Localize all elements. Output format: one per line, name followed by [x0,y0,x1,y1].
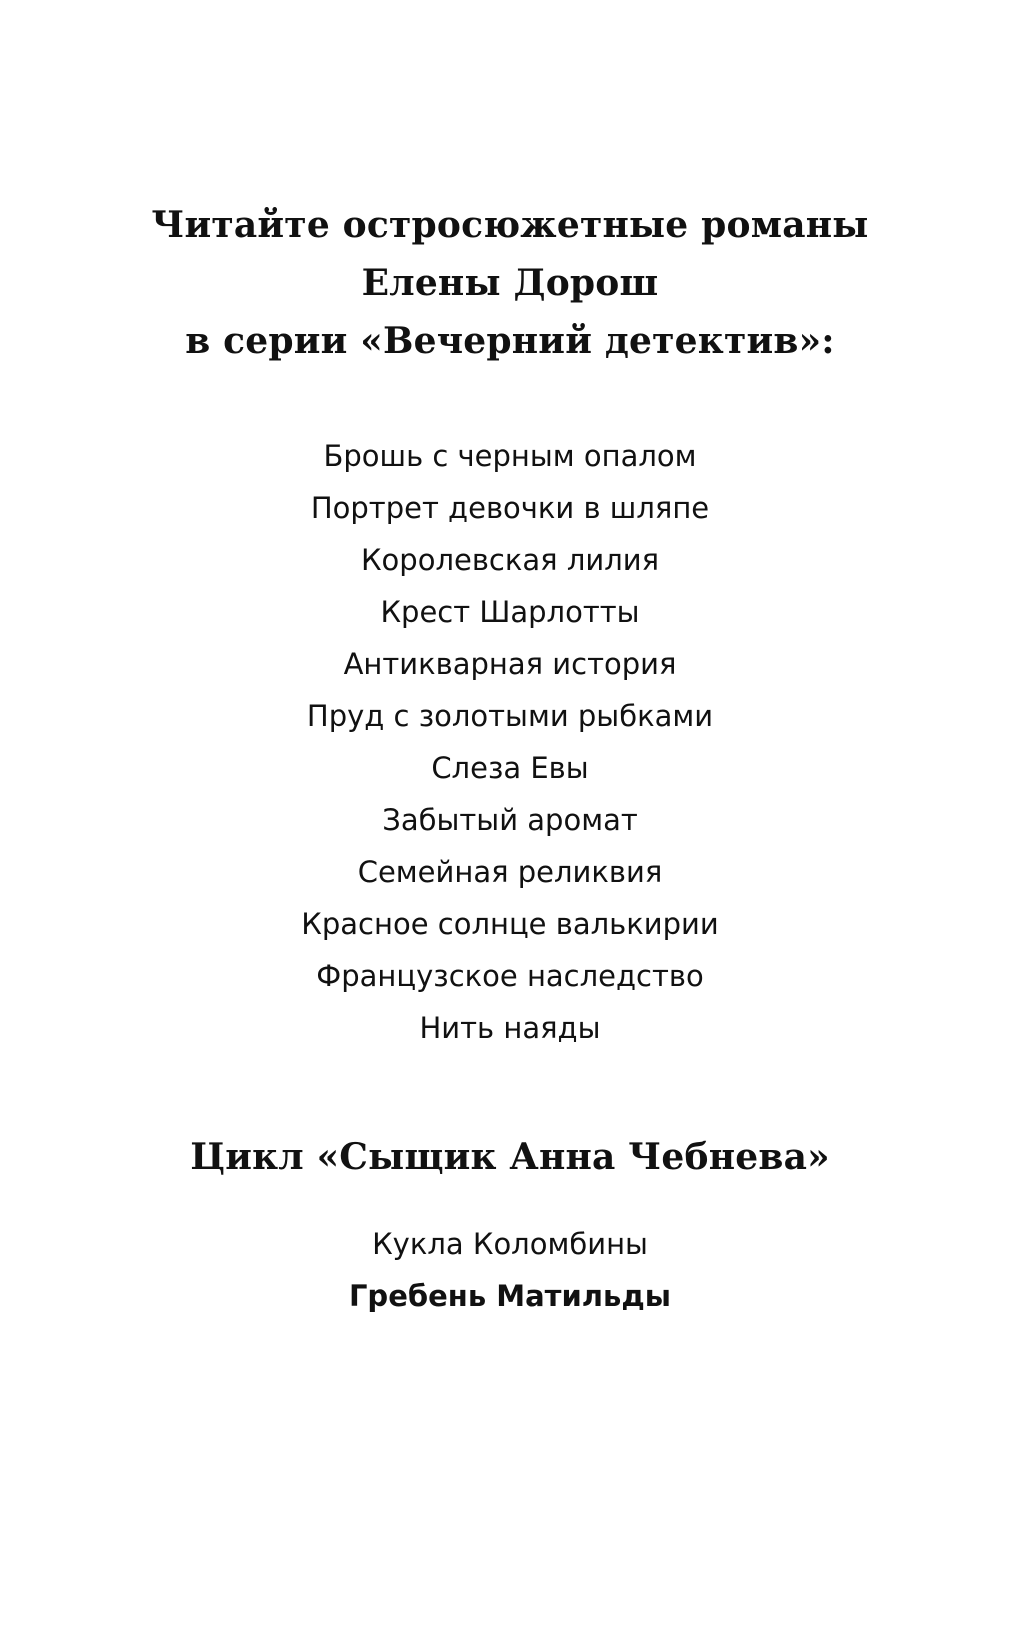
author-name: Елены Дорош [361,262,659,304]
book-title: Нить наяды [419,1011,601,1045]
book-title: Портрет девочки в шляпе [310,491,710,525]
book-title: Красное солнце валькирии [301,907,719,941]
cycle-book-list [0,1218,1020,1322]
cycle-heading: Цикл «Сыщик Анна Чебнева» [190,1136,830,1178]
book-title: Французское наследство [316,959,704,993]
book-title: Королевская лилия [360,543,660,577]
book-title: Брошь с черным опалом [323,439,697,473]
book-title: Антикварная история [343,647,677,681]
series-heading-line: в серии «Вечерний детектив»: [185,320,835,362]
series-heading [0,196,1020,370]
book-title: Крест Шарлотты [380,595,640,629]
cycle-book-title-current: Гребень Матильды [348,1279,672,1313]
book-title: Пруд с золотыми рыбками [306,699,714,733]
book-list [0,430,1020,1054]
book-title: Забытый аромат [382,803,638,837]
book-title: Слеза Евы [431,751,589,785]
series-heading-line: Читайте остросюжетные романы [151,204,869,246]
book-title: Семейная реликвия [357,855,663,889]
cycle-book-title: Кукла Коломбины [372,1227,648,1261]
